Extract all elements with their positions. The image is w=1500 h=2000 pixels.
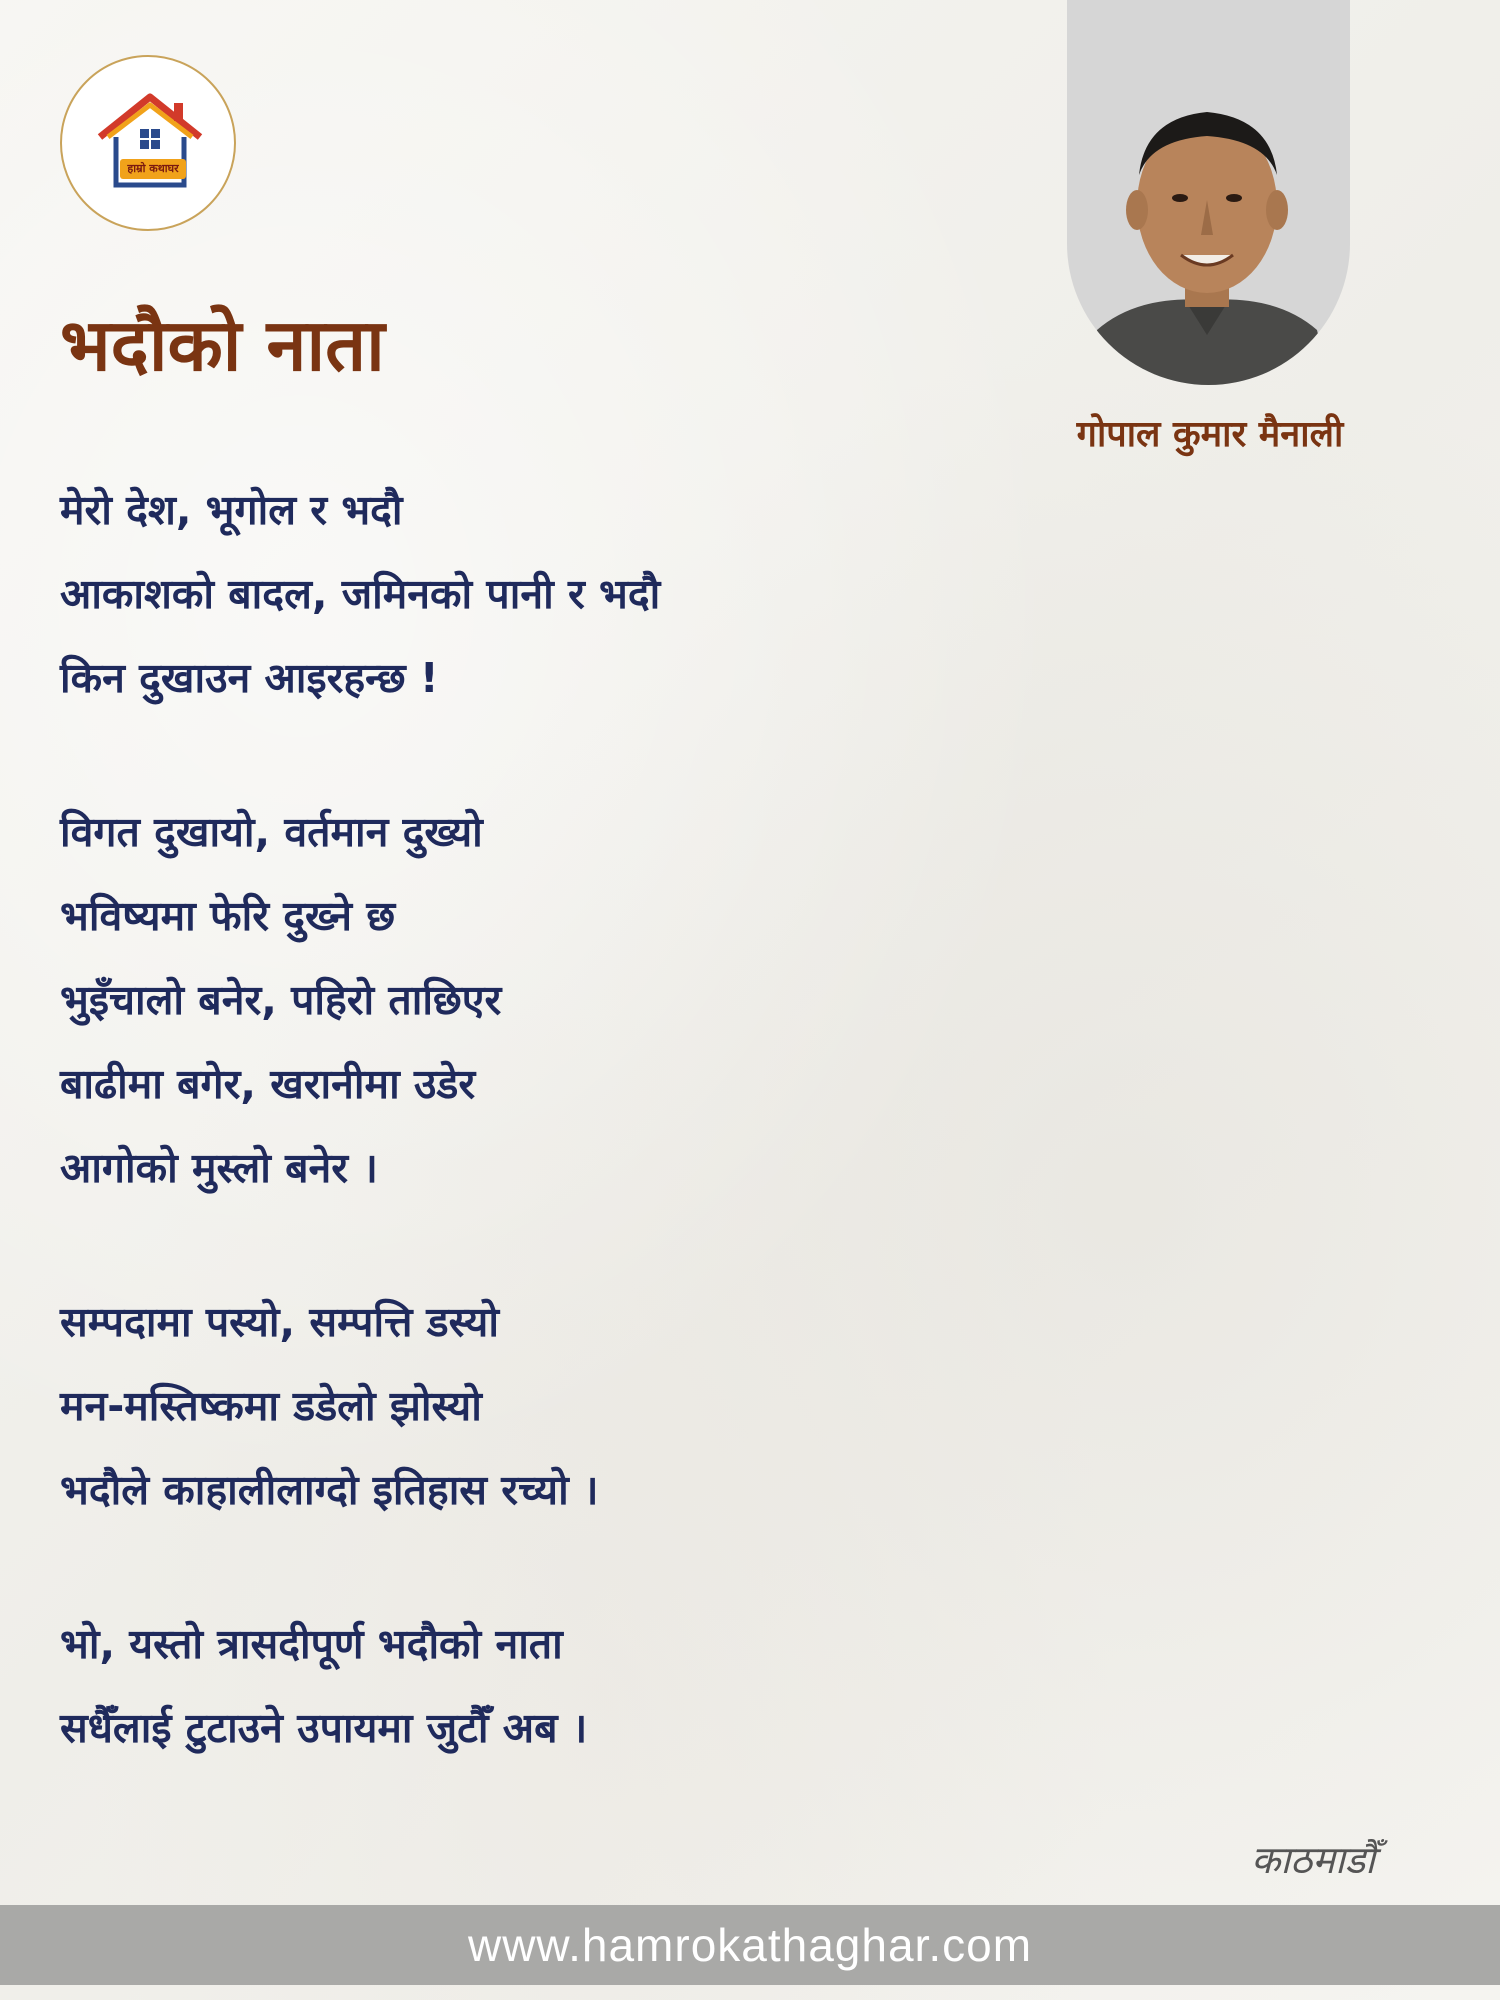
poem-line: किन दुखाउन आइरहन्छ ! — [60, 654, 439, 702]
stanza-3 — [60, 1280, 960, 1532]
poem-line: मन-मस्तिष्कमा डडेलो झोस्यो — [60, 1382, 482, 1430]
poem-line: आगोको मुस्लो बनेर । — [60, 1144, 378, 1192]
stanza-2 — [60, 790, 960, 1210]
poem-line: भविष्यमा फेरि दुख्ने छ — [60, 892, 396, 940]
site-logo — [60, 55, 236, 231]
author-portrait — [1067, 0, 1350, 385]
poem-line: बाढीमा बगेर, खरानीमा उडेर — [60, 1060, 476, 1108]
poem-line: विगत दुखायो, वर्तमान दुख्यो — [60, 808, 483, 856]
poem-line: भदौले काहालीलाग्दो इतिहास रच्यो । — [60, 1466, 599, 1514]
poem-body — [60, 468, 960, 1840]
stanza-4 — [60, 1602, 960, 1770]
author-name: गोपाल कुमार मैनाली — [1076, 414, 1344, 455]
house-logo-icon — [62, 57, 238, 233]
poem-line: भो, यस्तो त्रासदीपूर्ण भदौको नाता — [60, 1620, 563, 1668]
website-link[interactable]: www.hamrokathaghar.com — [467, 1919, 1033, 1971]
author-photo-panel — [1067, 0, 1350, 385]
poem-line: भुइँचालो बनेर, पहिरो ताछिएर — [60, 976, 502, 1024]
footer-bar — [0, 1905, 1500, 1985]
poem-title: भदौको नाता — [60, 303, 385, 387]
logo-text: हाम्रो कथाघर — [127, 162, 179, 175]
stanza-1 — [60, 468, 960, 720]
place-label: काठमाडौँ — [1251, 1838, 1375, 1882]
poem-line: आकाशको बादल, जमिनको पानी र भदौ — [60, 570, 661, 618]
poem-line: सधैँलाई टुटाउने उपायमा जुटौँ अब । — [60, 1704, 588, 1752]
poem-line: सम्पदामा पस्यो, सम्पत्ति डस्यो — [60, 1298, 499, 1346]
poem-line: मेरो देश, भूगोल र भदौ — [60, 486, 403, 534]
